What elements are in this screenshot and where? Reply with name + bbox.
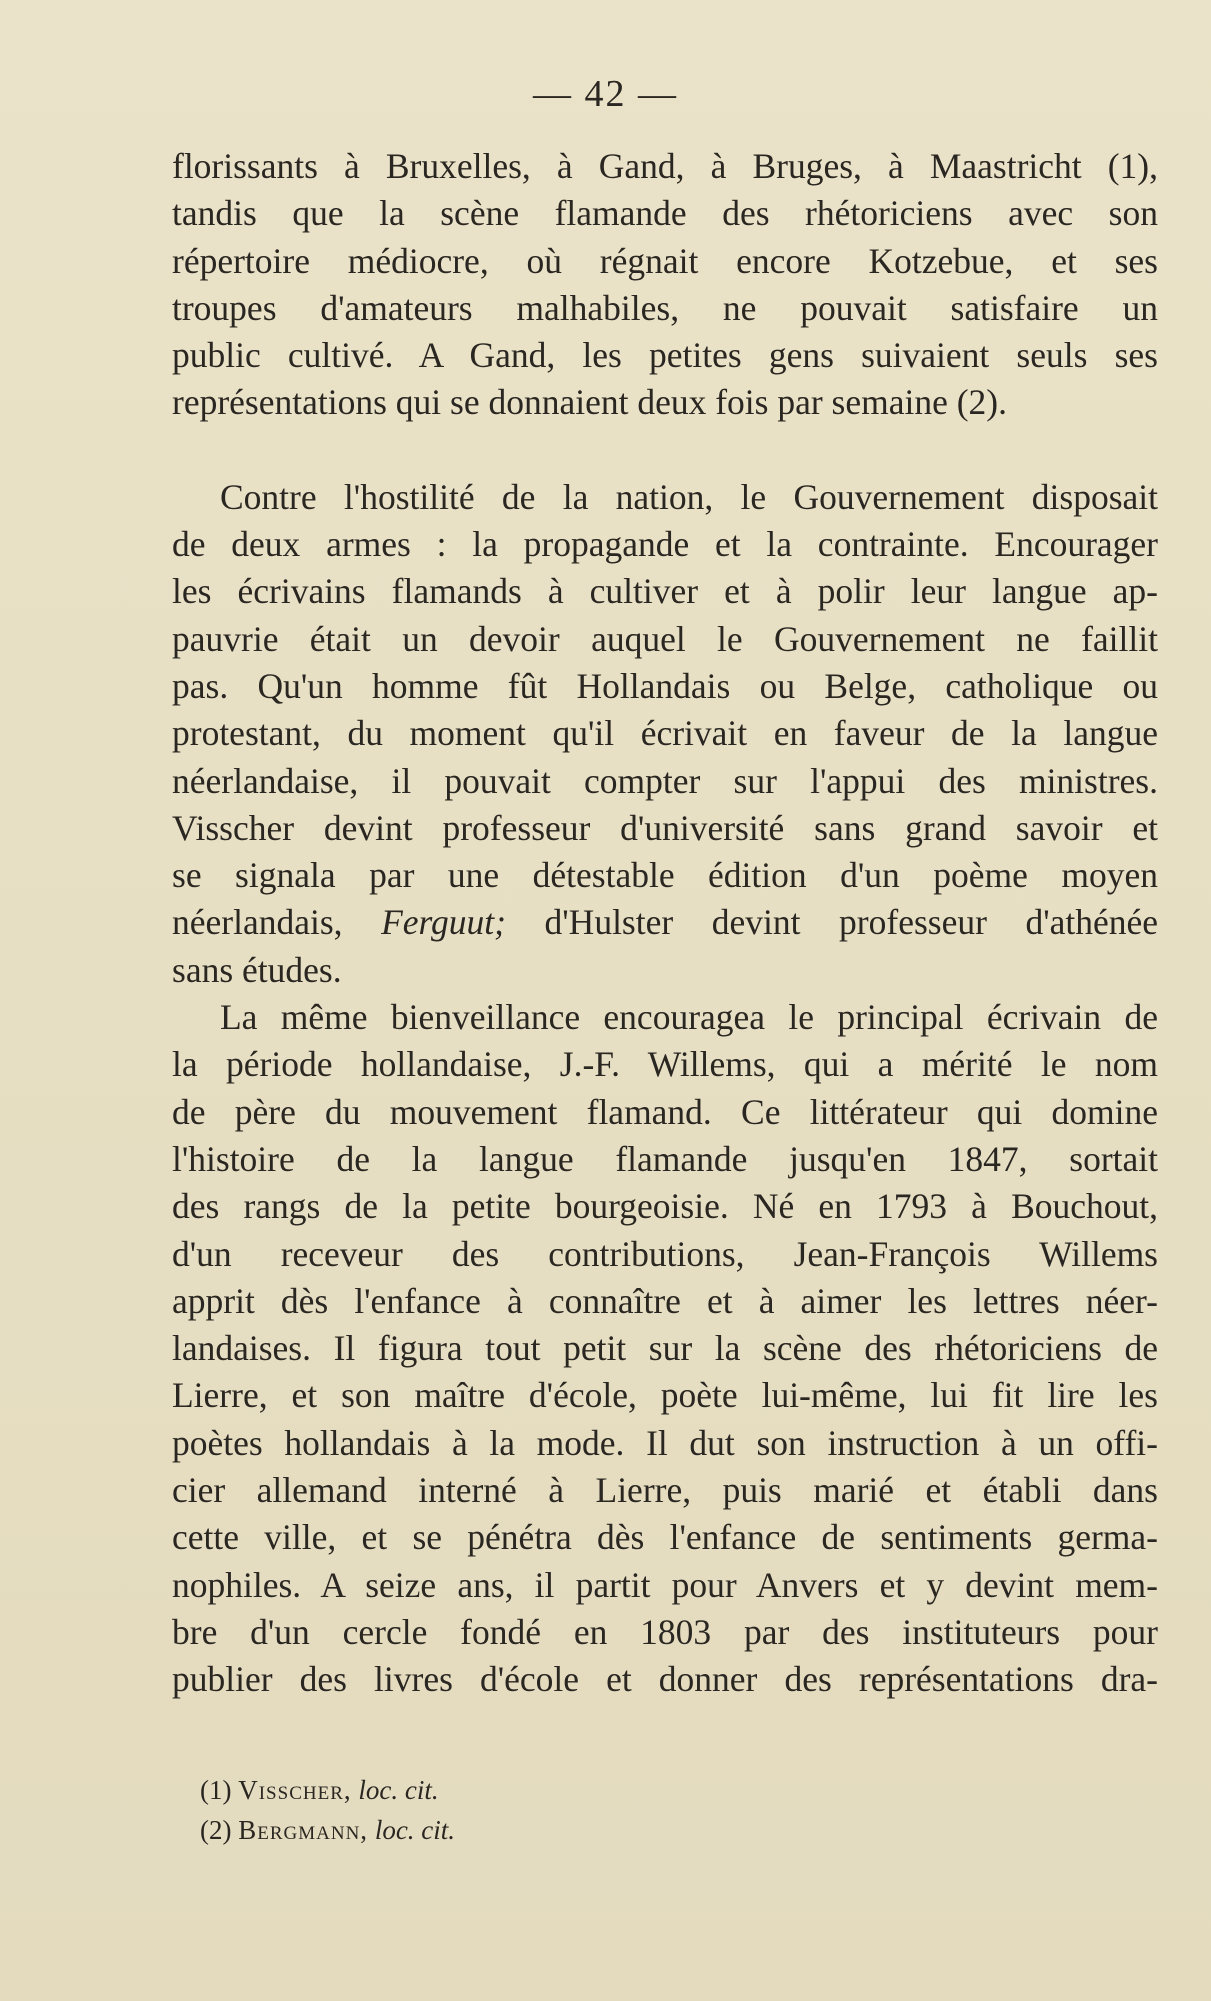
- text-line: nophiles. A seize ans, il partit pour Anvers et y devint mem-: [172, 1564, 1158, 1605]
- footnotes: [200, 1770, 455, 1850]
- text-line: néerlandaise, il pouvait compter sur l'appui des ministres.: [172, 760, 1158, 801]
- text-line: bre d'un cercle fondé en 1803 par des instituteurs pour: [172, 1611, 1158, 1652]
- work-title: Ferguut;: [381, 902, 506, 943]
- text-line: sans études.: [172, 949, 342, 990]
- footnote-ref: loc. cit.: [374, 1815, 456, 1845]
- text-line: d'un receveur des contributions, Jean-François Willems: [172, 1233, 1158, 1274]
- text-line: Contre l'hostilité de la nation, le Gouvernement disposait: [220, 476, 1158, 517]
- body-text: [172, 143, 1158, 1704]
- text-line: publier des livres d'école et donner des représentations dra-: [172, 1659, 1158, 1700]
- text-line: la période hollandaise, J.-F. Willems, qui a mérité le nom: [172, 1044, 1158, 1085]
- footnote-author: Visscher,: [238, 1775, 352, 1805]
- text-fragment: d'Hulster devint professeur d'athénée: [505, 902, 1159, 943]
- text-line: protestant, du moment qu'il écrivait en faveur de la langue: [172, 713, 1158, 754]
- text-line: apprit dès l'enfance à connaître et à aimer les lettres néer-: [172, 1280, 1158, 1321]
- paragraph-3: [172, 994, 1158, 1703]
- footnote-ref: loc. cit.: [358, 1775, 439, 1805]
- text-line: les écrivains flamands à cultiver et à polir leur langue ap-: [172, 571, 1158, 612]
- text-line: se signala par une détestable édition d'un poème moyen: [172, 855, 1158, 896]
- paragraph-2: [172, 474, 1158, 994]
- paragraph-1: [172, 143, 1158, 427]
- text-line: tandis que la scène flamande des rhétoriciens avec son: [172, 193, 1158, 234]
- footnote-2: [200, 1810, 455, 1850]
- text-line: troupes d'amateurs malhabiles, ne pouvait satisfaire un: [172, 287, 1158, 328]
- page-number: — 42 —: [533, 73, 678, 115]
- text-line: cette ville, et se pénétra dès l'enfance de sentiments germa-: [172, 1517, 1158, 1558]
- footnote-author: Bergmann,: [238, 1815, 369, 1845]
- text-line: répertoire médiocre, où régnait encore Kotzebue, et ses: [172, 240, 1158, 281]
- text-line: des rangs de la petite bourgeoisie. Né en 1793 à Bouchout,: [172, 1186, 1158, 1227]
- text-line: l'histoire de la langue flamande jusqu'en 1847, sortait: [172, 1138, 1158, 1179]
- paragraph-spacer: [172, 427, 1158, 474]
- text-line: pauvrie était un devoir auquel le Gouvernement ne faillit: [172, 618, 1158, 659]
- text-line: représentations qui se donnaient deux fois par semaine (2).: [172, 382, 1007, 423]
- text-fragment: néerlandais,: [172, 902, 382, 943]
- text-line: landaises. Il figura tout petit sur la scène des rhétoriciens de: [172, 1328, 1158, 1369]
- text-line: de père du mouvement flamand. Ce littérateur qui domine: [172, 1091, 1158, 1132]
- text-line: La même bienveillance encouragea le principal écrivain de: [220, 997, 1158, 1038]
- footnote-marker: (2): [200, 1815, 232, 1845]
- text-line: Lierre, et son maître d'école, poète lui-même, lui fit lire les: [172, 1375, 1158, 1416]
- text-line: poètes hollandais à la mode. Il dut son instruction à un offi-: [172, 1422, 1158, 1463]
- footnote-1: [200, 1770, 455, 1810]
- text-line: de deux armes : la propagande et la contrainte. Encourager: [172, 524, 1158, 565]
- text-line: pas. Qu'un homme fût Hollandais ou Belge, catholique ou: [172, 665, 1158, 706]
- text-line: public cultivé. A Gand, les petites gens suivaient seuls ses: [172, 335, 1158, 376]
- text-line-with-title: [172, 899, 1158, 946]
- text-line: florissants à Bruxelles, à Gand, à Bruges, à Maastricht (1),: [172, 146, 1158, 186]
- footnote-marker: (1): [200, 1775, 232, 1805]
- text-line: cier allemand interné à Lierre, puis marié et établi dans: [172, 1470, 1158, 1511]
- text-line: Visscher devint professeur d'université sans grand savoir et: [172, 807, 1158, 848]
